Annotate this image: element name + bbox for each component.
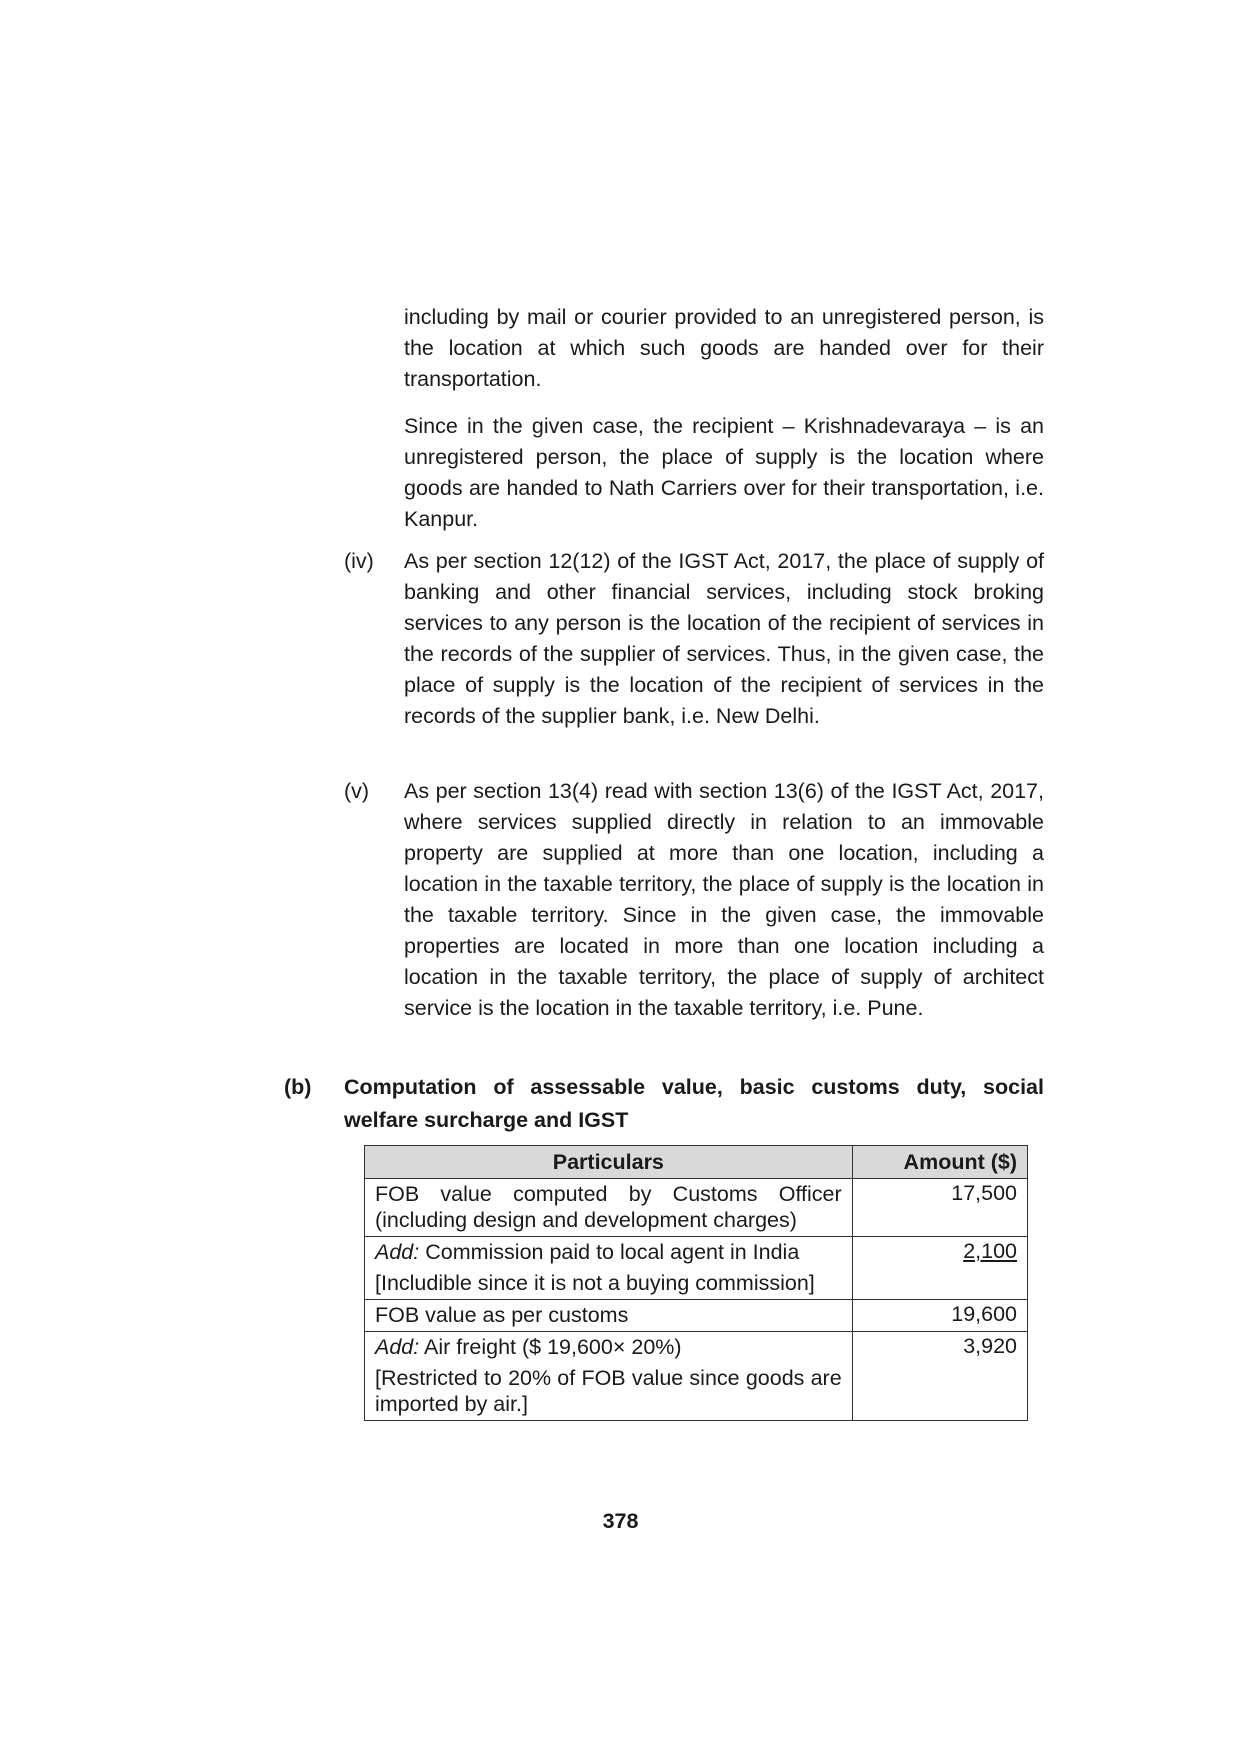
particulars-text: FOB value computed by Customs Officer (including design and development charges)	[375, 1182, 842, 1232]
particulars-header: Particulars	[365, 1146, 853, 1179]
amount-cell: 17,500	[852, 1179, 1027, 1237]
particulars-cell	[365, 1300, 853, 1332]
particulars-cell	[365, 1237, 853, 1300]
continuation-paragraph: including by mail or courier provided to an unregistered person, is the location at which such goods are handed over for their transportation.	[404, 305, 1044, 391]
add-prefix: Add:	[375, 1335, 420, 1359]
particulars-note: [Includible since it is not a buying commission]	[375, 1271, 815, 1295]
add-prefix: Add:	[375, 1240, 420, 1264]
particulars-cell	[365, 1179, 853, 1237]
amount-cell: 19,600	[852, 1300, 1027, 1332]
table-row	[365, 1237, 1028, 1300]
amount-cell: 3,920	[852, 1332, 1027, 1421]
section-b-label: (b)	[284, 1075, 312, 1099]
amount-header: Amount ($)	[852, 1146, 1027, 1179]
particulars-text: FOB value as per customs	[375, 1303, 629, 1327]
particulars-text: Air freight ($ 19,600× 20%)	[419, 1335, 682, 1359]
computation-table	[364, 1145, 1028, 1421]
particulars-note: [Restricted to 20% of FOB value since goods are imported by air.]	[375, 1366, 842, 1416]
page-number: 378	[602, 1509, 639, 1533]
amount-value: 2,100	[963, 1239, 1017, 1263]
amount-cell	[852, 1237, 1027, 1300]
particulars-text: Commission paid to local agent in India	[419, 1240, 800, 1264]
since-paragraph: Since in the given case, the recipient – Krishnadevaraya – is an unregistered person, the place of supply is the location where goods are handed to Nath Carriers over for their transportation, i.e. Kanpur.	[404, 414, 1044, 531]
item-iv-text: As per section 12(12) of the IGST Act, 2017, the place of supply of banking and other financial services, including stock broking services to any person is the location of the recipient of services in the records of the supplier of services. Thus, in the given case, the place of supply is the location of the recipient of services in the records of the supplier bank, i.e. New Delhi.	[404, 549, 1044, 728]
table-row	[365, 1332, 1028, 1421]
particulars-cell	[365, 1332, 853, 1421]
item-v-label: (v)	[344, 779, 370, 803]
item-iv-label: (iv)	[344, 549, 374, 573]
table-row	[365, 1300, 1028, 1332]
section-b-heading: Computation of assessable value, basic customs duty, social welfare surcharge and IGST	[344, 1075, 1044, 1132]
table-header-row	[365, 1146, 1028, 1179]
item-v-text: As per section 13(4) read with section 13(6) of the IGST Act, 2017, where services supplied directly in relation to an immovable property are supplied at more than one location, including a location in the taxable territory, the place of supply is the location in the taxable territory. Since in the given case, the immovable properties are located in more than one location including a location in the taxable territory, the place of supply of architect service is the location in the taxable territory, i.e. Pune.	[404, 779, 1044, 1020]
table-row	[365, 1179, 1028, 1237]
